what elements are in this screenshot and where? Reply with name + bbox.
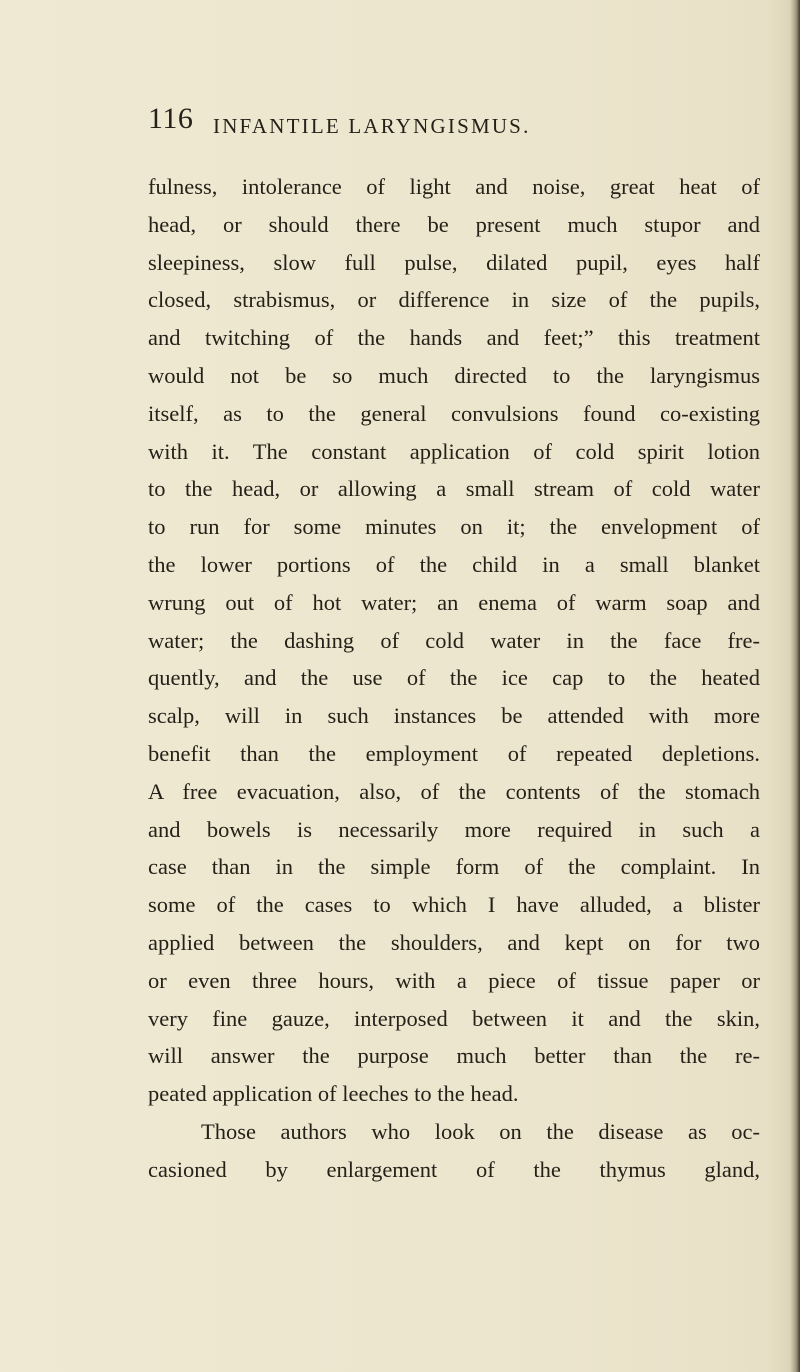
body-text — [148, 168, 760, 1189]
text-line: or even three hours, with a piece of tissue paper or — [148, 967, 760, 993]
text-line: fulness, intolerance of light and noise, great heat of — [148, 174, 760, 199]
text-line: and bowels is necessarily more required in such a — [148, 816, 760, 842]
text-line: very fine gauze, interposed between it and the skin, — [148, 1005, 760, 1031]
text-line: sleepiness, slow full pulse, dilated pupil, eyes half — [148, 249, 760, 275]
text-line: casioned by enlargement of the thymus gland, — [148, 1156, 760, 1182]
page-number: 116 — [148, 102, 194, 135]
text-line: the lower portions of the child in a small blanket — [148, 551, 760, 577]
running-title: INFANTILE LARYNGISMUS. — [213, 114, 531, 138]
text-line: would not be so much directed to the laryngismus — [148, 362, 760, 388]
text-line: will answer the purpose much better than the re- — [148, 1043, 760, 1069]
page-edge-shadow — [790, 0, 800, 1372]
text-line: closed, strabismus, or difference in size of the pupils, — [148, 287, 760, 313]
text-line: peated application of leeches to the head. — [148, 1081, 519, 1107]
text-line: with it. The constant application of cold spirit lotion — [148, 438, 760, 464]
text-line: head, or should there be present much stupor and — [148, 211, 760, 237]
text-line: itself, as to the general convulsions found co-existing — [148, 400, 760, 426]
text-line: A free evacuation, also, of the contents of the stomach — [148, 778, 760, 804]
text-line: water; the dashing of cold water in the face fre- — [148, 627, 760, 653]
paragraph-start-line: Those authors who look on the disease as oc- — [201, 1118, 760, 1144]
text-line: to run for some minutes on it; the envelopment of — [148, 514, 760, 540]
text-line: case than in the simple form of the complaint. In — [148, 854, 760, 880]
text-line: quently, and the use of the ice cap to the heated — [148, 665, 760, 691]
text-line: scalp, will in such instances be attended with more — [148, 703, 760, 729]
text-line: wrung out of hot water; an enema of warm soap and — [148, 589, 760, 615]
text-line: some of the cases to which I have alluded, a blister — [148, 892, 760, 918]
text-line: and twitching of the hands and feet;” this treatment — [148, 325, 760, 351]
text-line: to the head, or allowing a small stream of cold water — [148, 476, 760, 502]
text-line: benefit than the employment of repeated depletions. — [148, 740, 760, 766]
text-line: applied between the shoulders, and kept on for two — [148, 929, 760, 955]
